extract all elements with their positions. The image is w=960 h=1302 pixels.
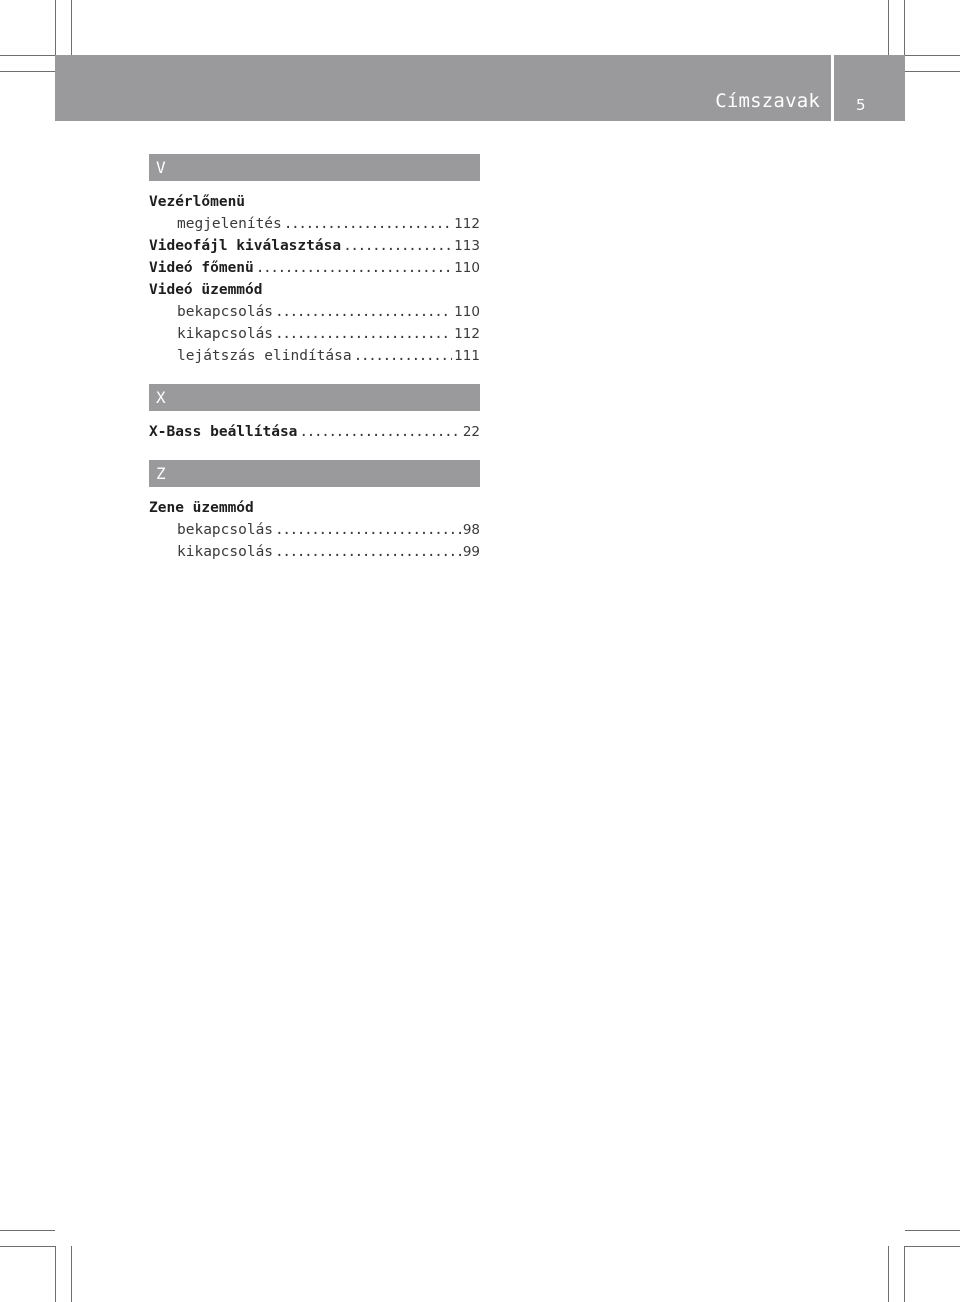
entry-page-number: 112 bbox=[454, 216, 480, 232]
entry-label: Videó főmenü bbox=[149, 260, 254, 276]
entry-page-number: 22 bbox=[462, 424, 480, 440]
entry-page-number: 98 bbox=[462, 522, 480, 538]
entry-page-number: 112 bbox=[454, 326, 480, 342]
entry-label: X-Bass beállítása bbox=[149, 424, 298, 440]
dot-leader bbox=[343, 235, 452, 257]
index-column bbox=[149, 154, 480, 580]
page-number-box bbox=[834, 55, 905, 121]
dot-leader bbox=[275, 541, 461, 563]
dot-leader bbox=[275, 519, 461, 541]
crop-mark bbox=[905, 71, 960, 72]
entry-page-number: 99 bbox=[462, 544, 480, 560]
entry-label: bekapcsolás bbox=[177, 522, 274, 538]
crop-mark bbox=[55, 1246, 56, 1302]
crop-mark bbox=[0, 1246, 55, 1247]
index-subentry bbox=[149, 345, 480, 367]
index-heading: Videó üzemmód bbox=[149, 282, 263, 298]
crop-mark bbox=[71, 1246, 72, 1302]
crop-mark bbox=[905, 1246, 960, 1247]
page-number: 5 bbox=[856, 96, 866, 114]
entry-page-number: 110 bbox=[454, 260, 480, 276]
entry-label: lejátszás elindítása bbox=[177, 348, 352, 364]
dot-leader bbox=[354, 345, 453, 367]
crop-mark bbox=[0, 71, 55, 72]
crop-mark bbox=[904, 1246, 905, 1302]
index-section-x bbox=[149, 384, 480, 443]
section-letter-bar: X bbox=[149, 384, 480, 411]
entry-label: kikapcsolás bbox=[177, 326, 274, 342]
dot-leader bbox=[256, 257, 452, 279]
crop-mark bbox=[904, 0, 905, 55]
index-subentry bbox=[149, 323, 480, 345]
crop-mark bbox=[55, 0, 56, 55]
entry-label: bekapcsolás bbox=[177, 304, 274, 320]
index-heading: Vezérlőmenü bbox=[149, 194, 246, 210]
dot-leader bbox=[275, 301, 452, 323]
index-section-z bbox=[149, 460, 480, 563]
crop-mark bbox=[888, 1246, 889, 1302]
dot-leader bbox=[284, 213, 452, 235]
entry-label: Videofájl kiválasztása bbox=[149, 238, 342, 254]
index-heading: Zene üzemmód bbox=[149, 500, 254, 516]
entry-label: megjelenítés bbox=[177, 216, 282, 232]
crop-mark bbox=[888, 0, 889, 55]
entry-page-number: 111 bbox=[454, 348, 480, 364]
section-letter-bar: V bbox=[149, 154, 480, 181]
page-title: Címszavak bbox=[715, 90, 820, 112]
crop-mark bbox=[71, 0, 72, 55]
crop-mark bbox=[905, 55, 960, 56]
index-subentry bbox=[149, 301, 480, 323]
index-subentry bbox=[149, 213, 480, 235]
crop-mark bbox=[0, 1230, 55, 1231]
index-subentry bbox=[149, 519, 480, 541]
dot-leader bbox=[275, 323, 452, 345]
dot-leader bbox=[299, 421, 460, 443]
crop-mark bbox=[0, 55, 55, 56]
entry-page-number: 113 bbox=[454, 238, 480, 254]
index-section-v bbox=[149, 154, 480, 367]
entry-label: kikapcsolás bbox=[177, 544, 274, 560]
section-letter-bar: Z bbox=[149, 460, 480, 487]
crop-mark bbox=[905, 1230, 960, 1231]
entry-page-number: 110 bbox=[454, 304, 480, 320]
index-entry bbox=[149, 421, 480, 443]
index-subentry bbox=[149, 541, 480, 563]
index-entry bbox=[149, 235, 480, 257]
index-entry bbox=[149, 257, 480, 279]
